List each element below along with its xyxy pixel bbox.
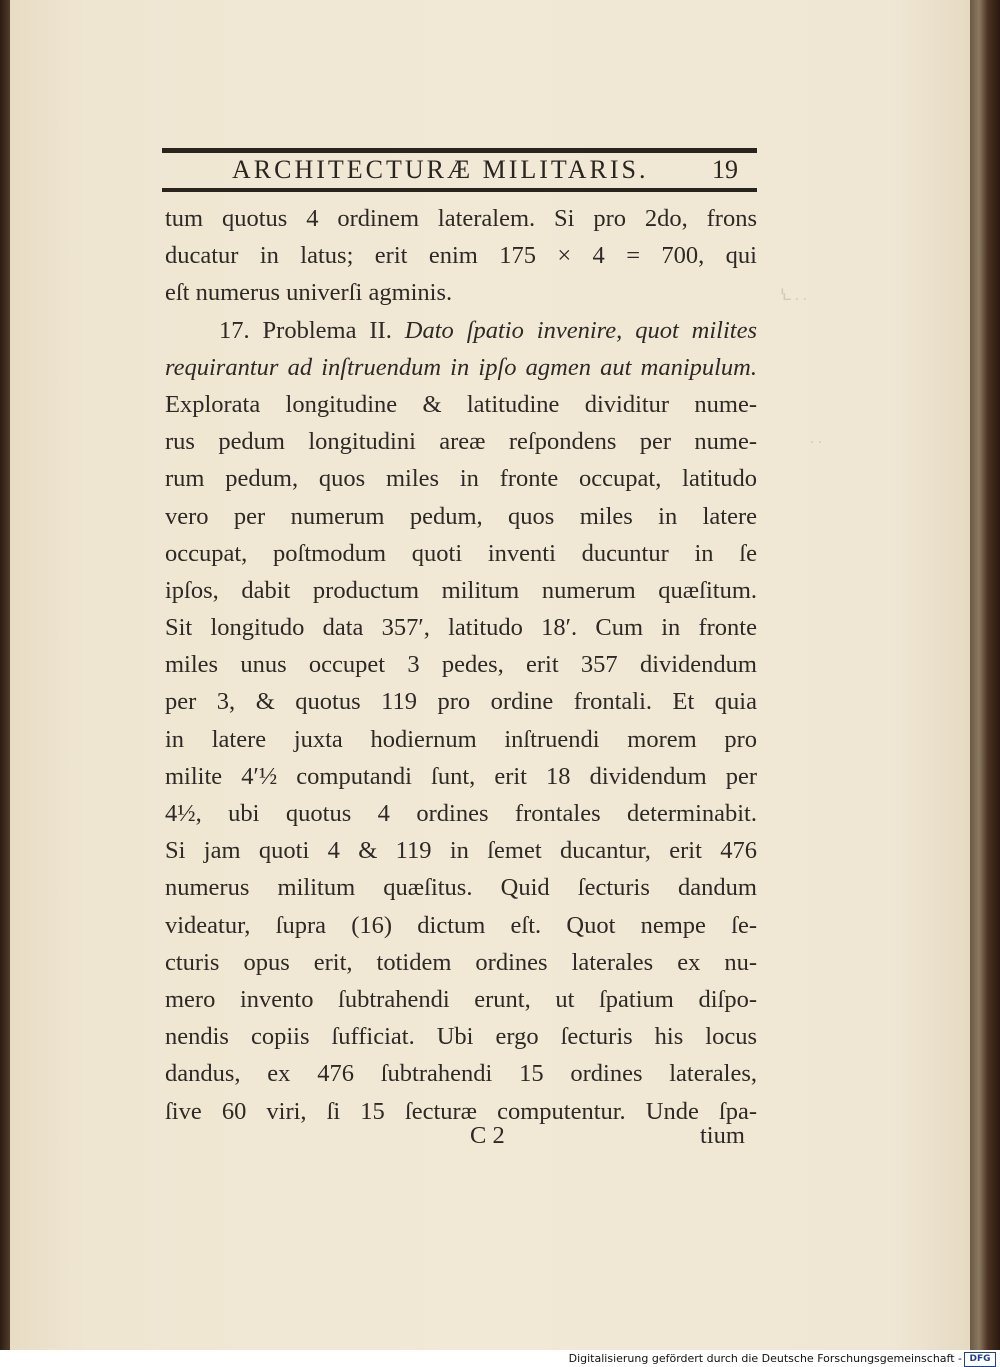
body-text [165, 200, 757, 1130]
signature-mark: C 2 [470, 1122, 505, 1149]
text-line: Explorata longitudine & latitudine dividitur nume- [165, 390, 757, 418]
text-line: cturis opus erit, totidem ordines laterales ex nu- [165, 948, 757, 976]
text-line: videatur, ſupra (16) dictum eſt. Quot nempe ſe- [165, 911, 757, 939]
text-line: per 3, & quotus 119 pro ordine frontali. Et quia [165, 688, 757, 716]
text-line: nendis copiis ſufficiat. Ubi ergo ſecturis his locus [165, 1023, 757, 1051]
problem-statement-line: requirantur ad inſtruendum in ipſo agmen aut manipulum. [165, 353, 757, 381]
text-line: tum quotus 4 ordinem lateralem. Si pro 2do, frons [165, 205, 757, 232]
running-head: ARCHITECTURÆ MILITARIS. [232, 155, 649, 184]
dfg-logo: DFG [964, 1352, 996, 1367]
text-line: ſive 60 viri, ſi 15 ſecturæ computentur. Unde ſpa- [165, 1097, 757, 1125]
text-line: vero per numerum pedum, quos miles in latere [165, 502, 757, 530]
scan-book-edge [970, 0, 1000, 1367]
catchword: tium [700, 1122, 745, 1149]
problem-number: 17. Problema II. [219, 316, 392, 344]
text-line: numerus militum quæſitus. Quid ſecturis dandum [165, 874, 757, 902]
digitization-footer [0, 1350, 1000, 1367]
text-line: rus pedum longitudini areæ reſpondens per nume- [165, 428, 757, 456]
text-line: rum pedum, quos miles in fronte occupat, latitudo [165, 465, 757, 493]
footer-credit: Digitalisierung gefördert durch die Deutsche Forschungsgemeinschaft - [568, 1352, 962, 1365]
text-line: occupat, poſtmodum quoti inventi ducuntur in ſe [165, 539, 757, 567]
text-line: ducatur in latus; erit enim 175 × 4 = 700, qui [165, 242, 757, 270]
text-line: Sit longitudo data 357′, latitudo 18′. Cum in fronte [165, 614, 757, 642]
text-line: Si jam quoti 4 & 119 in ſemet ducantur, erit 476 [165, 837, 757, 865]
problem-heading-line [165, 312, 757, 349]
text-line: milite 4′½ computandi ſunt, erit 18 dividendum per [165, 762, 757, 790]
show-through-text: . . [810, 430, 822, 447]
text-line: ipſos, dabit productum militum numerum quæſitum. [165, 576, 757, 604]
show-through-text: Ꝇ . . [780, 287, 807, 304]
text-line: mero invento ſubtrahendi erunt, ut ſpatium diſpo- [165, 985, 757, 1013]
text-line: 4½, ubi quotus 4 ordines frontales determinabit. [165, 800, 757, 827]
page-number: 19 [712, 155, 738, 184]
book-page [10, 0, 970, 1350]
text-line: miles unus occupet 3 pedes, erit 357 dividendum [165, 651, 757, 679]
text-line: dandus, ex 476 ſubtrahendi 15 ordines laterales, [165, 1060, 757, 1088]
header-rule-bottom [162, 188, 757, 192]
problem-statement: Dato ſpatio invenire, quot milites [404, 316, 758, 344]
text-line: in latere juxta hodiernum inſtruendi morem pro [165, 725, 757, 753]
text-line: eſt numerus univerſi agminis. [165, 279, 453, 307]
